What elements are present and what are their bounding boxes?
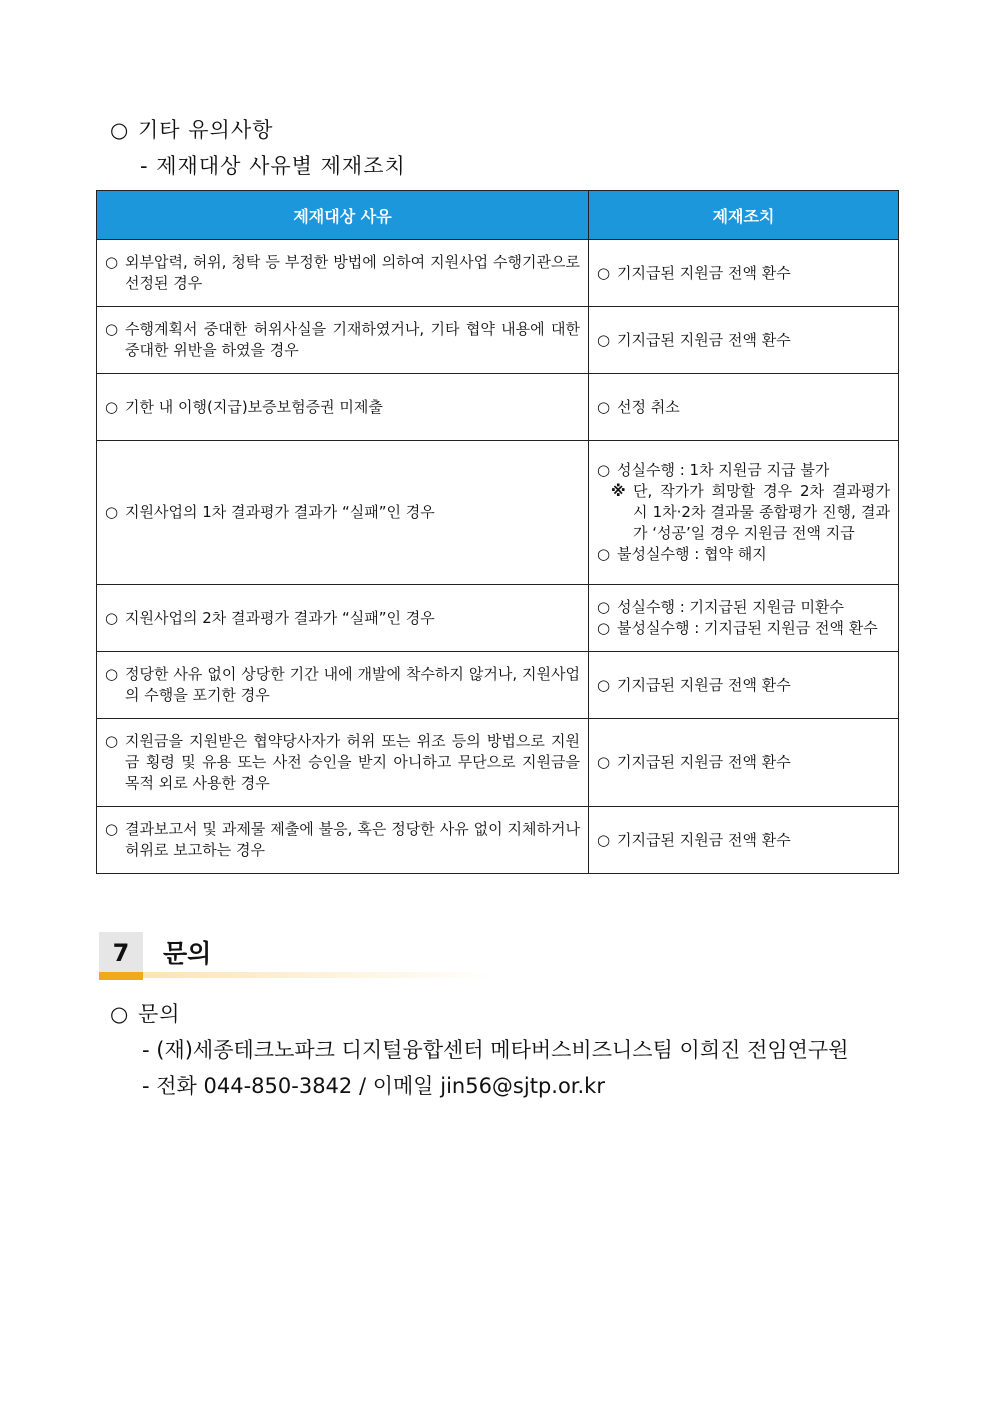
action-note	[597, 481, 890, 544]
table-row	[97, 441, 899, 585]
table-row	[97, 307, 899, 374]
table-body	[97, 240, 899, 874]
table-row	[97, 585, 899, 652]
action-cell	[589, 807, 899, 874]
reason-text: 지원사업의 1차 결과평가 결과가 “실패”인 경우	[125, 503, 435, 521]
reason-cell	[97, 307, 589, 374]
section-7-heading	[99, 932, 499, 980]
bullet-mark: ○	[597, 545, 611, 563]
action-text: 기지급된 지원금 전액 환수	[617, 675, 791, 694]
bullet-mark: ○	[105, 820, 119, 838]
reason-text: 기한 내 이행(지급)보증보험증권 미제출	[125, 397, 383, 416]
action-cell	[589, 441, 899, 585]
action-cell	[589, 652, 899, 719]
reason-cell	[97, 374, 589, 441]
bullet-mark: ○	[597, 675, 611, 694]
reason-item	[105, 819, 580, 861]
reason-item	[105, 731, 580, 794]
bullet-mark: ○	[110, 1002, 130, 1026]
bullet-mark: ○	[105, 665, 119, 683]
reason-cell	[97, 807, 589, 874]
bullet-mark: ○	[105, 608, 119, 627]
dash-mark: -	[142, 1074, 150, 1098]
inquiry-heading: ○ 문의	[110, 1002, 181, 1026]
action-item	[597, 330, 890, 351]
action-text: 성실수행 : 기지급된 지원금 미환수	[617, 598, 844, 616]
dash-mark: -	[142, 1038, 150, 1062]
action-item	[597, 675, 890, 696]
bullet-mark: ○	[105, 397, 119, 416]
action-item	[597, 752, 890, 773]
action-text: 기지급된 지원금 전액 환수	[617, 753, 791, 771]
reason-cell	[97, 585, 589, 652]
action-text: 기지급된 지원금 전액 환수	[617, 330, 791, 349]
action-item	[597, 597, 890, 618]
reason-item	[105, 664, 580, 706]
notes-heading: ○ 기타 유의사항	[110, 118, 274, 142]
header-action: 제재조치	[589, 191, 899, 240]
action-item	[597, 263, 890, 284]
table-row	[97, 807, 899, 874]
reason-cell	[97, 240, 589, 307]
reason-cell	[97, 441, 589, 585]
section-number: 7	[99, 932, 143, 980]
reason-cell	[97, 652, 589, 719]
section-title: 문의	[163, 939, 212, 968]
bullet-mark: ○	[597, 830, 611, 849]
bullet-mark: ○	[597, 461, 611, 479]
bullet-mark: ○	[105, 732, 119, 750]
table-row	[97, 652, 899, 719]
bullet-mark: ○	[597, 263, 611, 282]
action-text: 기지급된 지원금 전액 환수	[617, 830, 791, 849]
note-text: 단, 작가가 희망할 경우 2차 결과평가 시 1차·2차 결과물 종합평가 진행, 결과가 ‘성공’일 경우 지원금 전액 지급	[633, 482, 890, 542]
action-cell	[589, 585, 899, 652]
action-text: 성실수행 : 1차 지원금 지급 불가	[617, 461, 830, 479]
inquiry-contact-team: - (재)세종테크노파크 디지털융합센터 메타버스비즈니스팀 이희진 전임연구원	[142, 1038, 849, 1062]
action-text: 기지급된 지원금 전액 환수	[617, 263, 791, 282]
action-cell	[589, 374, 899, 441]
action-item	[597, 544, 890, 565]
bullet-mark: ○	[597, 330, 611, 349]
reason-text: 지원금을 지원받은 협약당사자가 허위 또는 위조 등의 방법으로 지원금 횡령 및 유용 또는 사전 승인을 받지 아니하고 무단으로 지원금을 목적 외로 사용한 경우	[125, 732, 580, 792]
reason-cell	[97, 719, 589, 807]
action-item	[597, 618, 890, 639]
bullet-mark: ○	[597, 397, 611, 416]
reason-text: 외부압력, 허위, 청탁 등 부정한 방법에 의하여 지원사업 수행기관으로 선정된 경우	[125, 253, 580, 292]
bullet-mark: ○	[105, 253, 119, 271]
reason-text: 지원사업의 2차 결과평가 결과가 “실패”인 경우	[125, 608, 435, 627]
action-item	[597, 830, 890, 851]
sanction-table	[96, 190, 899, 874]
reason-text: 결과보고서 및 과제물 제출에 불응, 혹은 정당한 사유 없이 지체하거나 허위로 보고하는 경우	[125, 820, 580, 859]
table-row	[97, 374, 899, 441]
action-text: 불성실수행 : 협약 해지	[617, 545, 767, 563]
header-reason: 제재대상 사유	[97, 191, 589, 240]
action-item	[597, 460, 890, 481]
notes-subheading: - 제재대상 사유별 제재조치	[140, 154, 406, 178]
action-text: 선정 취소	[617, 397, 680, 416]
bullet-mark: ○	[110, 118, 130, 142]
bullet-mark: ○	[597, 753, 611, 771]
action-cell	[589, 719, 899, 807]
action-text: 불성실수행 : 기지급된 지원금 전액 환수	[617, 619, 878, 637]
bullet-mark: ○	[597, 598, 611, 616]
reason-text: 정당한 사유 없이 상당한 기간 내에 개발에 착수하지 않거나, 지원사업의 수행을 포기한 경우	[125, 665, 580, 704]
bullet-mark: ○	[105, 503, 119, 521]
action-item	[597, 397, 890, 418]
reason-item	[105, 319, 580, 361]
table-row	[97, 719, 899, 807]
reason-item	[105, 608, 580, 629]
action-cell	[589, 307, 899, 374]
table-header-row	[97, 191, 899, 240]
reason-item	[105, 397, 580, 418]
bullet-mark: ○	[597, 619, 611, 637]
reason-text: 수행계획서 중대한 허위사실을 기재하였거나, 기타 협약 내용에 대한 중대한 위반을 하였을 경우	[125, 320, 580, 359]
note-mark: ※	[611, 482, 626, 500]
action-cell	[589, 240, 899, 307]
bullet-mark: ○	[105, 320, 119, 338]
dash-mark: -	[140, 154, 149, 178]
reason-item	[105, 252, 580, 294]
inquiry-contact-phone-email: - 전화 044-850-3842 / 이메일 jin56@sjtp.or.kr	[142, 1074, 605, 1098]
table-row	[97, 240, 899, 307]
reason-item	[105, 502, 580, 523]
